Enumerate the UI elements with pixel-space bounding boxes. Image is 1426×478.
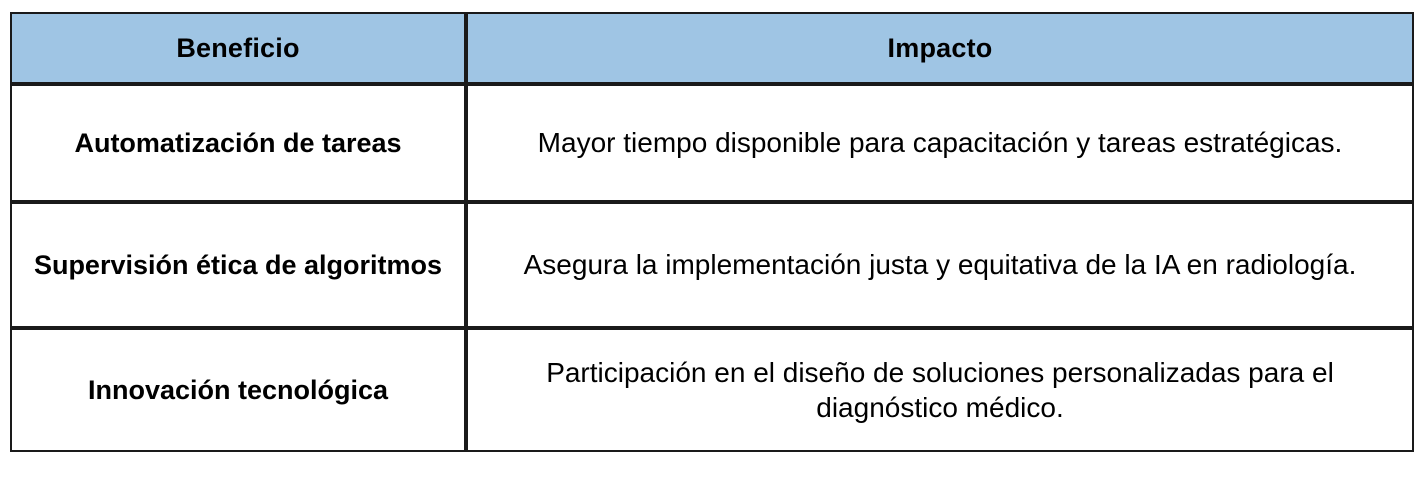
benefits-table (10, 12, 1414, 452)
table-row (10, 84, 1414, 202)
table-header-row (10, 12, 1414, 84)
table-row (10, 202, 1414, 328)
benefits-table-container (10, 12, 1414, 452)
column-header-benefit: Beneficio (10, 12, 466, 84)
cell-benefit: Innovación tecnológica (10, 328, 466, 452)
table-body (10, 84, 1414, 452)
cell-benefit: Automatización de tareas (10, 84, 466, 202)
table-header (10, 12, 1414, 84)
column-header-impact: Impacto (466, 12, 1414, 84)
table-row (10, 328, 1414, 452)
cell-impact: Participación en el diseño de soluciones personalizadas para el diagnóstico médico. (466, 328, 1414, 452)
cell-impact: Asegura la implementación justa y equitativa de la IA en radiología. (466, 202, 1414, 328)
cell-benefit: Supervisión ética de algoritmos (10, 202, 466, 328)
cell-impact: Mayor tiempo disponible para capacitación y tareas estratégicas. (466, 84, 1414, 202)
